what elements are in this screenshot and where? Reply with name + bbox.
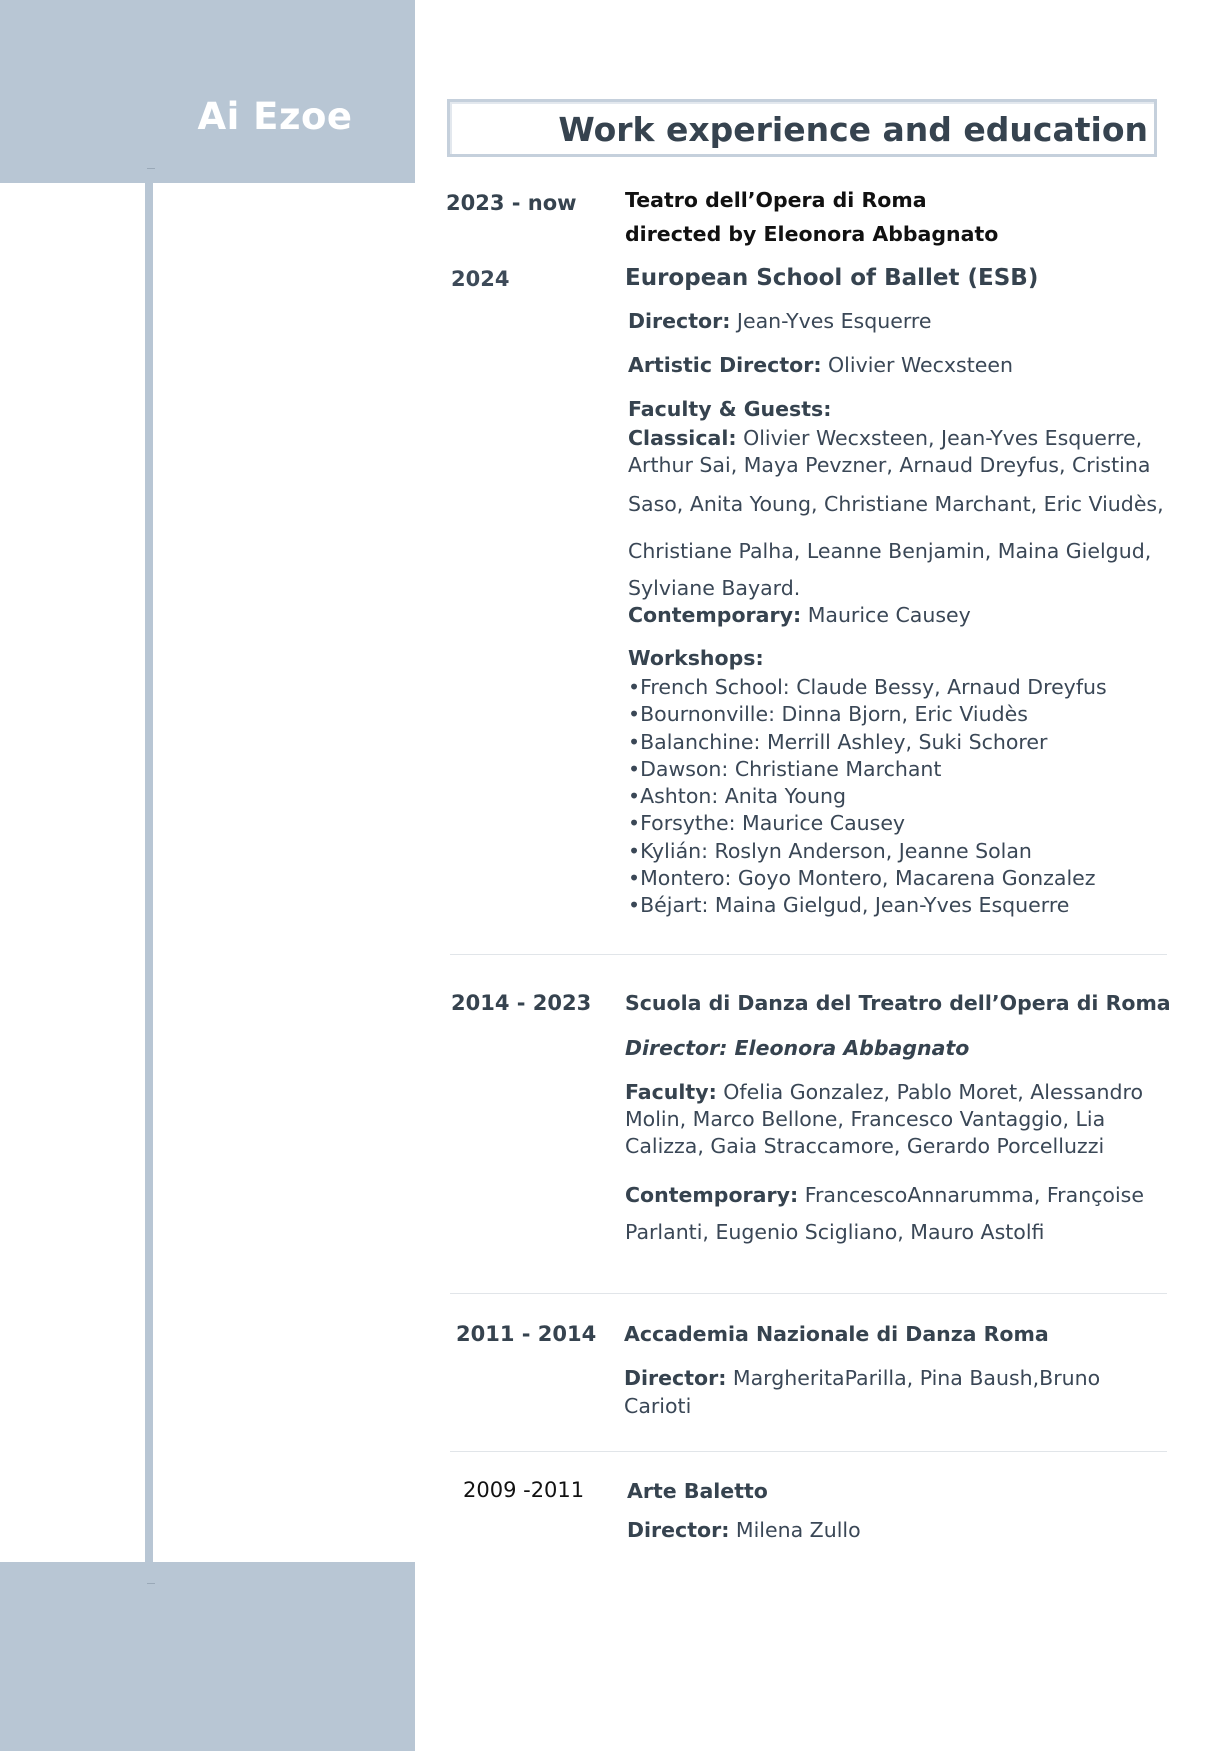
faculty-line: Molin, Marco Bellone, Francesco Vantaggio, Lia [625, 1107, 1106, 1131]
classical-line: Arthur Sai, Maya Pevzner, Arnaud Dreyfus, Cristina [628, 453, 1151, 477]
contemporary-line: Parlanti, Eugenio Scigliano, Mauro Astolfi [625, 1220, 1045, 1244]
profile-name: Ai Ezoe [197, 95, 353, 138]
entry-director: Director: Eleonora Abbagnato [625, 1036, 970, 1060]
entry-title: European School of Ballet (ESB) [625, 265, 1039, 291]
list-item: •French School: Claude Bessy, Arnaud Dreyfus [628, 675, 1107, 699]
entry-title: Scuola di Danza del Treatro dell’Opera di Roma [625, 991, 1171, 1015]
entry-divider [450, 954, 1167, 955]
entry-title: Teatro dell’Opera di Roma [625, 188, 927, 212]
sidebar-footer-panel [0, 1562, 415, 1751]
entry-director: Director: Jean-Yves Esquerre [628, 309, 932, 333]
faculty-heading: Faculty & Guests: [628, 397, 832, 421]
entry-date: 2014 - 2023 [451, 991, 592, 1015]
list-item: •Kylián: Roslyn Anderson, Jeanne Solan [628, 838, 1032, 863]
sidebar-tick [147, 1583, 155, 1584]
entry-director: Director: Milena Zullo [627, 1518, 861, 1542]
list-item: •Balanchine: Merrill Ashley, Suki Schorer [628, 729, 1048, 754]
workshops-heading: Workshops: [628, 646, 764, 670]
entry-title: Arte Baletto [627, 1479, 768, 1503]
section-title: Work experience and education [558, 110, 1148, 149]
list-item: •Béjart: Maina Gielgud, Jean-Yves Esquerre [628, 893, 1070, 918]
contemporary-line: Contemporary: FrancescoAnnarumma, Françoise [625, 1183, 1144, 1207]
entry-director-cont: Carioti [624, 1394, 692, 1418]
entry-divider [450, 1451, 1167, 1452]
sidebar-tick [147, 168, 155, 169]
classical-line: Classical: Olivier Wecxsteen, Jean-Yves Esquerre, [628, 426, 1143, 450]
entry-artistic-director: Artistic Director: Olivier Wecxsteen [628, 353, 1013, 377]
classical-line: Saso, Anita Young, Christiane Marchant, Eric Viudès, [628, 492, 1164, 516]
entry-subtitle: directed by Eleonora Abbagnato [625, 222, 999, 246]
workshops-list [628, 674, 1107, 920]
contemporary-line: Contemporary: Maurice Causey [628, 603, 971, 627]
list-item: •Ashton: Anita Young [628, 784, 846, 809]
list-item: •Bournonville: Dinna Bjorn, Eric Viudès [628, 702, 1028, 727]
entry-title: Accademia Nazionale di Danza Roma [624, 1322, 1049, 1346]
entry-date: 2009 -2011 [463, 1478, 585, 1502]
entry-date: 2023 - now [446, 191, 577, 215]
faculty-line: Faculty: Ofelia Gonzalez, Pablo Moret, Alessandro [625, 1080, 1144, 1104]
classical-line: Sylviane Bayard. [628, 576, 801, 600]
section-title-box [447, 99, 1157, 157]
entry-divider [450, 1293, 1167, 1294]
list-item: •Dawson: Christiane Marchant [628, 756, 942, 781]
entry-date: 2011 - 2014 [456, 1322, 597, 1346]
sidebar-header-panel [0, 0, 415, 183]
faculty-line: Calizza, Gaia Straccamore, Gerardo Porcelluzzi [625, 1134, 1105, 1158]
sidebar-vertical-bar [145, 183, 153, 1562]
entry-date: 2024 [451, 267, 510, 291]
list-item: •Montero: Goyo Montero, Macarena Gonzalez [628, 866, 1096, 891]
classical-line: Christiane Palha, Leanne Benjamin, Maina Gielgud, [628, 539, 1152, 563]
list-item: •Forsythe: Maurice Causey [628, 811, 906, 836]
entry-director: Director: MargheritaParilla, Pina Baush,Bruno [624, 1366, 1101, 1390]
